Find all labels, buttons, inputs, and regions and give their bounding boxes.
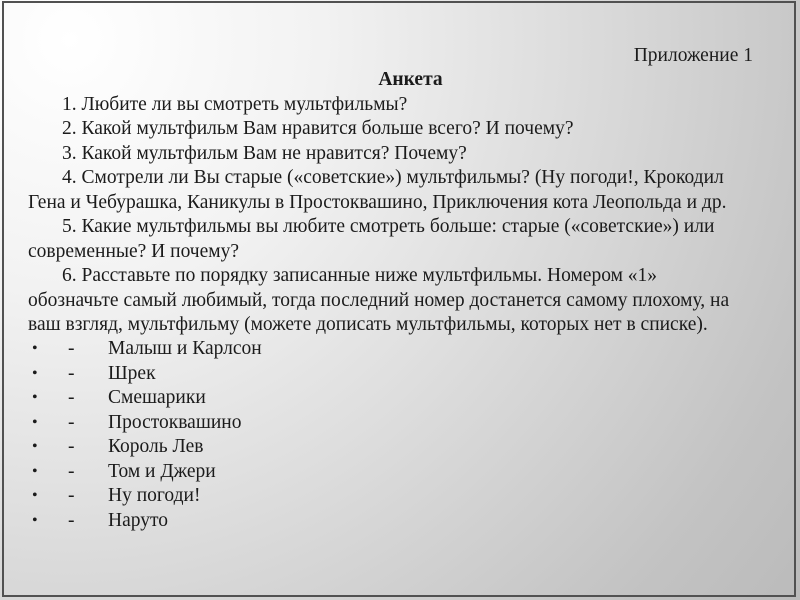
list-item	[28, 362, 756, 386]
bullet-marker: •	[32, 487, 38, 505]
slide-content	[28, 44, 756, 533]
dash-marker: -	[68, 509, 75, 531]
cartoon-name: Ну погоди!	[108, 485, 201, 507]
cartoon-name: Король Лев	[108, 436, 204, 458]
cartoon-list	[28, 337, 756, 533]
list-item	[28, 411, 756, 435]
cartoon-name: Малыш и Карлсон	[108, 338, 262, 360]
question-6-line-1: 6. Расставьте по порядку записанные ниже мультфильмы. Номером «1»	[62, 265, 658, 287]
dash-marker: -	[68, 411, 75, 433]
list-item	[28, 337, 756, 361]
bullet-marker: •	[32, 413, 38, 431]
dash-marker: -	[68, 436, 75, 458]
dash-marker: -	[68, 460, 75, 482]
question-4-line-1: 4. Смотрели ли Вы старые («советские») мультфильмы? (Ну погоди!, Крокодил	[62, 167, 724, 189]
dash-marker: -	[68, 485, 75, 507]
questions	[28, 93, 756, 338]
list-item	[28, 386, 756, 410]
dash-marker: -	[68, 362, 75, 384]
page-title: Анкета	[378, 69, 443, 91]
question-1-line-1: 1. Любите ли вы смотреть мультфильмы?	[62, 93, 408, 115]
bullet-marker: •	[32, 389, 38, 407]
question-5-line-2: современные? И почему?	[28, 240, 240, 262]
question-5-line-1: 5. Какие мультфильмы вы любите смотреть больше: старые («советские») или	[62, 216, 715, 238]
cartoon-name: Простоквашино	[108, 411, 242, 433]
appendix-label: Приложение 1	[633, 45, 753, 66]
list-item	[28, 509, 756, 533]
list-item	[28, 484, 756, 508]
cartoon-name: Наруто	[108, 509, 168, 531]
bullet-marker: •	[32, 511, 38, 529]
bullet-marker: •	[32, 462, 38, 480]
cartoon-name: Смешарики	[108, 387, 206, 409]
list-item	[28, 460, 756, 484]
cartoon-name: Том и Джери	[108, 460, 216, 482]
question-4-line-2: Гена и Чебурашка, Каникулы в Простоквашино, Приключения кота Леопольда и др.	[28, 191, 727, 213]
bullet-marker: •	[32, 438, 38, 456]
question-2-line-1: 2. Какой мультфильм Вам нравится больше всего? И почему?	[62, 118, 574, 140]
question-6-line-3: ваш взгляд, мультфильму (можете дописать мультфильмы, которых нет в списке).	[28, 313, 708, 335]
bullet-marker: •	[32, 364, 38, 382]
dash-marker: -	[68, 338, 75, 360]
question-3-line-1: 3. Какой мультфильм Вам не нравится? Почему?	[62, 142, 467, 164]
question-6-line-2: обозначьте самый любимый, тогда последний номер достанется самому плохому, на	[28, 289, 730, 311]
list-item	[28, 435, 756, 459]
dash-marker: -	[68, 387, 75, 409]
cartoon-name: Шрек	[108, 362, 156, 384]
bullet-marker: •	[32, 340, 38, 358]
